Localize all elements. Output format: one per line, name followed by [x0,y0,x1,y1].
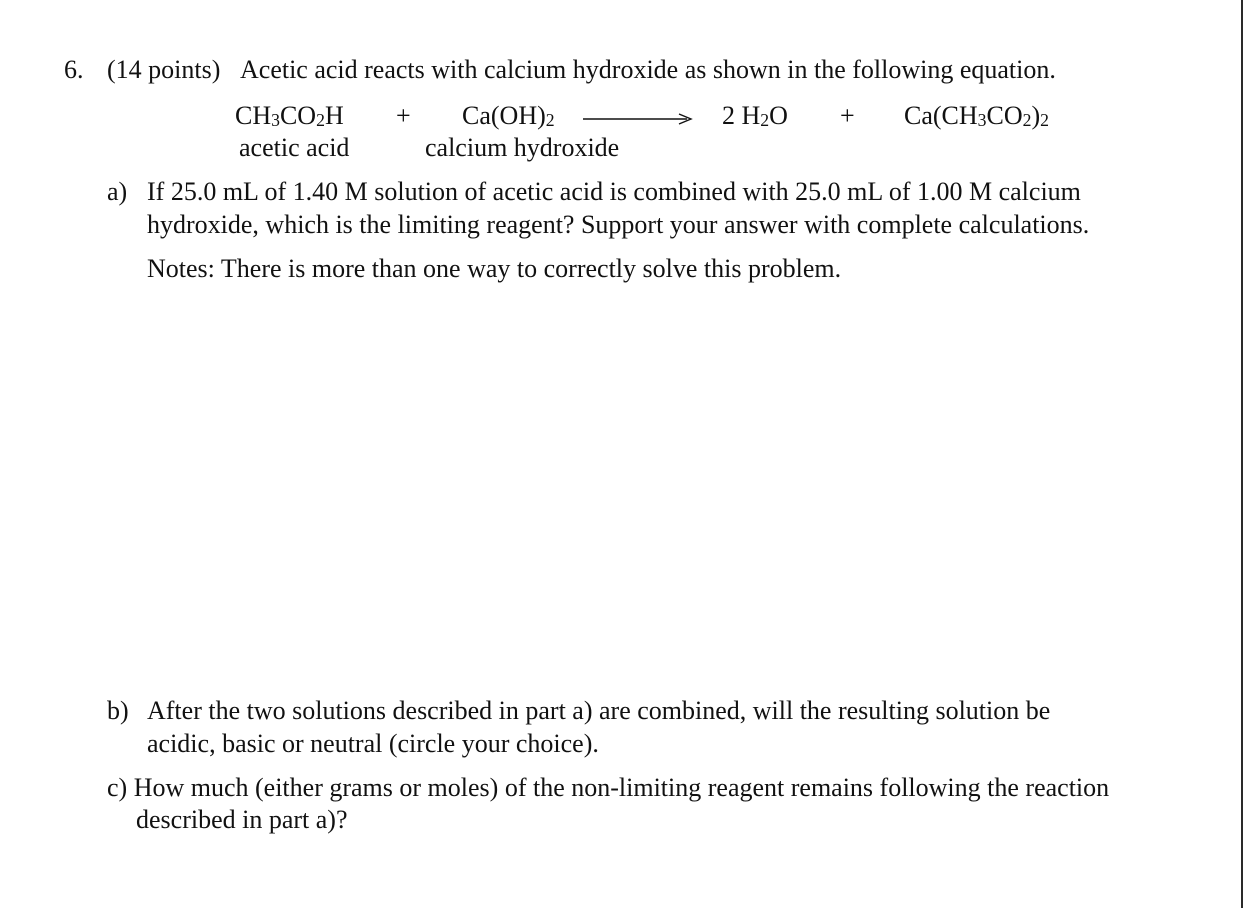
part-b-question-line1: After the two solutions described in part a) are combined, will the resulting solution be [147,696,1051,725]
plus-sign-products: + [840,101,855,130]
part-b-marker: b) [107,696,129,725]
product-calcium-acetate-formula: $Ca(CH_3CO_2)_2$ [904,101,1049,131]
label-acetic-acid: acetic acid [239,133,350,162]
reactant-acetic-acid-formula: $CH_3CO_2H$ [235,101,344,131]
part-a-marker: a) [107,177,128,206]
product-water-formula: 2 $H_2O$ [722,101,788,131]
label-calcium-hydroxide: calcium hydroxide [425,133,620,162]
part-a-notes: Notes: There is more than one way to correctly solve this problem. [147,254,842,283]
plus-sign-reactants: + [396,101,411,130]
reactant-calcium-hydroxide-formula: $Ca(OH)_2$ [462,101,555,131]
part-b-question-line2: acidic, basic or neutral (circle your choice). [147,729,599,758]
part-c-question-line1: c) How much (either grams or moles) of the non-limiting reagent remains following the reaction [107,773,1110,802]
part-c-question-line2: described in part a)? [136,805,348,834]
part-a-question-line1: If 25.0 mL of 1.40 M solution of acetic acid is combined with 25.0 mL of 1.00 M calcium [147,177,1081,206]
question-prompt: Acetic acid reacts with calcium hydroxide as shown in the following equation. [240,55,1056,84]
part-a-question-line2: hydroxide, which is the limiting reagent? Support your answer with complete calculations. [147,210,1090,239]
question-points: (14 points) [107,55,221,84]
question-number: 6. [64,55,84,84]
reaction-arrow-icon [583,112,693,126]
